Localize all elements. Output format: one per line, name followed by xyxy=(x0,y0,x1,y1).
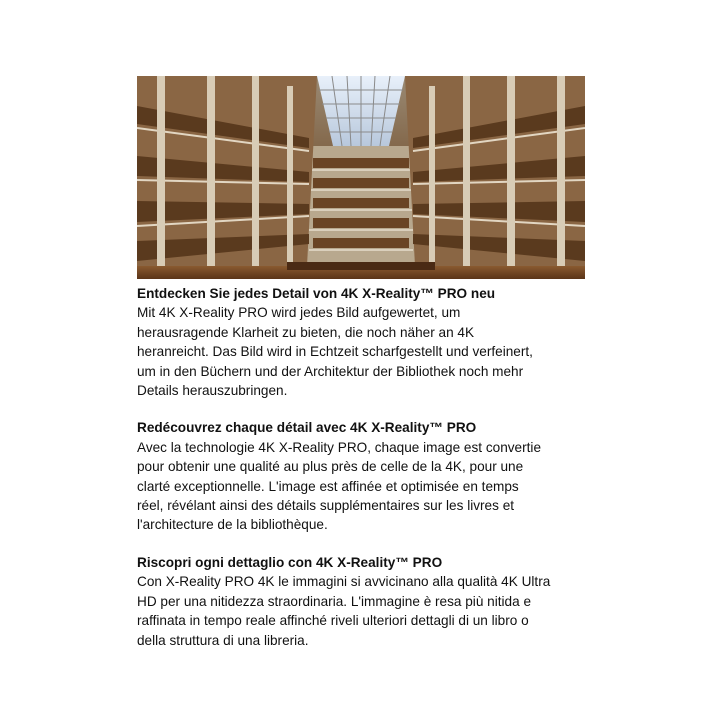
paragraph-line: clarté exceptionnelle. L'image est affinée et optimisée en temps xyxy=(137,478,519,494)
paragraph-line: herausragende Klarheit zu bieten, die noch näher an 4K xyxy=(137,324,475,340)
section-heading: Redécouvrez chaque détail avec 4K X-Reality™ PRO xyxy=(137,420,477,436)
paragraph-line: réel, révélant ainsi des détails supplémentaires sur les livres et xyxy=(137,498,515,514)
paragraph-line: l'architecture de la bibliothèque. xyxy=(137,517,328,533)
article-content xyxy=(137,284,587,668)
paragraph-line: Con X-Reality PRO 4K le immagini si avvicinano alla qualità 4K Ultra xyxy=(137,574,551,590)
paragraph-line: HD per una nitidezza straordinaria. L'immagine è resa più nitida e xyxy=(137,593,531,609)
section-french xyxy=(137,418,587,534)
section-italian xyxy=(137,553,587,650)
paragraph-line: pour obtenir une qualité au plus près de celle de la 4K, pour une xyxy=(137,459,524,475)
paragraph-line: Avec la technologie 4K X-Reality PRO, chaque image est convertie xyxy=(137,439,542,455)
section-heading: Entdecken Sie jedes Detail von 4K X-Reality™ PRO neu xyxy=(137,286,496,301)
library-interior-image xyxy=(137,76,585,279)
paragraph-line: heranreicht. Das Bild wird in Echtzeit scharfgestellt und verfeinert, xyxy=(137,344,533,360)
paragraph-line: raffinata in tempo reale affinché riveli ulteriori dettagli di un libro o xyxy=(137,613,529,629)
paragraph-line: Details herauszubringen. xyxy=(137,383,288,399)
paragraph-line: Mit 4K X-Reality PRO wird jedes Bild aufgewertet, um xyxy=(137,305,461,321)
paragraph-line: della struttura di una libreria. xyxy=(137,632,309,648)
section-heading: Riscopri ogni dettaglio con 4K X-Reality™ PRO xyxy=(137,554,443,570)
paragraph-line: um in den Büchern und der Architektur der Bibliothek noch mehr xyxy=(137,363,524,379)
library-photo xyxy=(137,76,585,279)
section-german xyxy=(137,284,587,400)
